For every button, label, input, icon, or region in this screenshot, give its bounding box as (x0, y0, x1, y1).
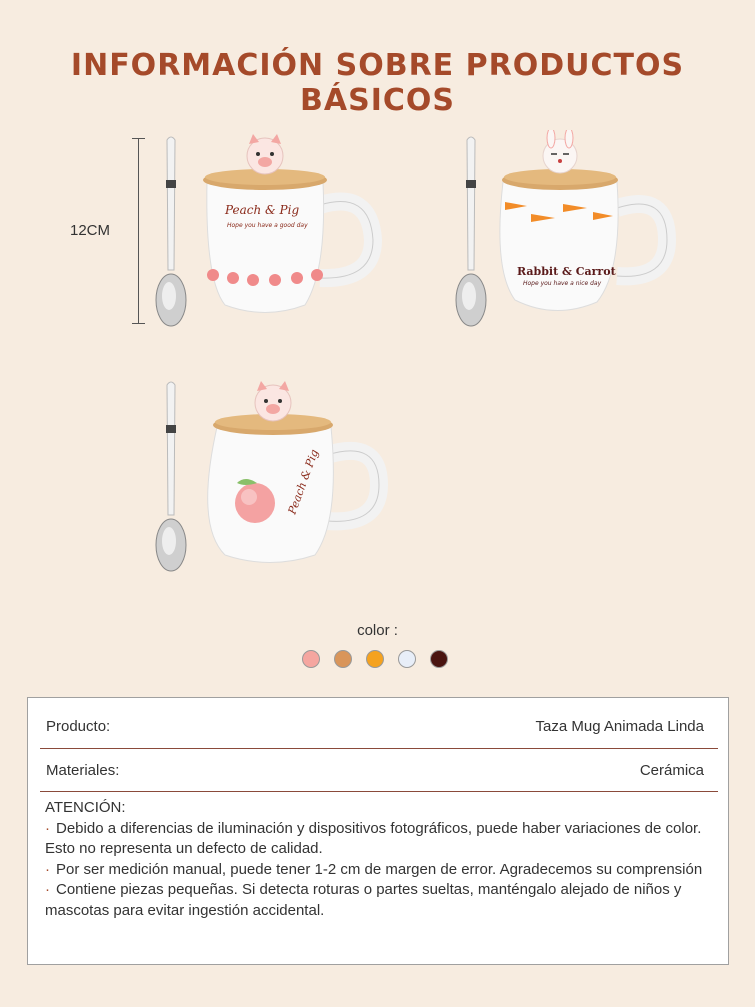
pig-icon (255, 381, 291, 421)
color-swatch-dark-brown[interactable] (430, 650, 448, 668)
height-dimension-label: 12CM (70, 222, 111, 239)
notice-title: ATENCIÓN: (45, 799, 126, 816)
materials-row (40, 742, 718, 784)
notice-item: · Debido a diferencias de iluminación y dispositivos fotográficos, puede haber variaciones de color. Esto no representa un defecto de calidad. (45, 819, 702, 857)
mug-text: Peach & Pig (225, 203, 300, 217)
spoon-icon (456, 137, 486, 326)
color-swatch-pink[interactable] (302, 650, 320, 668)
materials-label: Materiales: (46, 762, 120, 779)
peach-pig-single-mug-image (145, 375, 395, 575)
mug-subtext: Hope you have a good day (227, 222, 308, 229)
product-row (40, 698, 718, 740)
mug-text: Peach & Pig (285, 447, 322, 517)
pig-icon (247, 134, 283, 174)
product-info-box (27, 697, 729, 965)
color-swatch-tan[interactable] (334, 650, 352, 668)
dimension-cap-top (132, 138, 145, 139)
color-swatch-white[interactable] (398, 650, 416, 668)
product-value: Taza Mug Animada Linda (535, 718, 704, 735)
color-swatch-orange[interactable] (366, 650, 384, 668)
mug-text: Rabbit & Carrot (517, 265, 616, 278)
notice-section (45, 798, 721, 921)
divider (40, 791, 718, 792)
peach-pig-mug-image (145, 130, 385, 330)
notice-item: · Contiene piezas pequeñas. Si detecta roturas o partes sueltas, manténgalo alejado de niños y mascotas para evitar ingestión accidental. (45, 881, 682, 919)
notice-item: · Por ser medición manual, puede tener 1-2 cm de margen de error. Agradecemos su comprensión (45, 860, 703, 878)
color-swatches (302, 650, 448, 668)
spoon-icon (156, 382, 186, 571)
rabbit-icon (543, 130, 577, 173)
materials-value: Cerámica (639, 762, 704, 779)
mug-subtext: Hope you have a nice day (523, 280, 602, 287)
color-label: color : (357, 622, 398, 639)
dimension-cap-bottom (132, 323, 145, 324)
page-title: INFORMACIÓN SOBRE PRODUCTOS BÁSICOS (70, 48, 685, 118)
spoon-icon (156, 137, 186, 326)
dimension-line (138, 138, 139, 324)
rabbit-carrot-mug-image (445, 130, 685, 330)
product-label: Producto: (46, 718, 111, 735)
